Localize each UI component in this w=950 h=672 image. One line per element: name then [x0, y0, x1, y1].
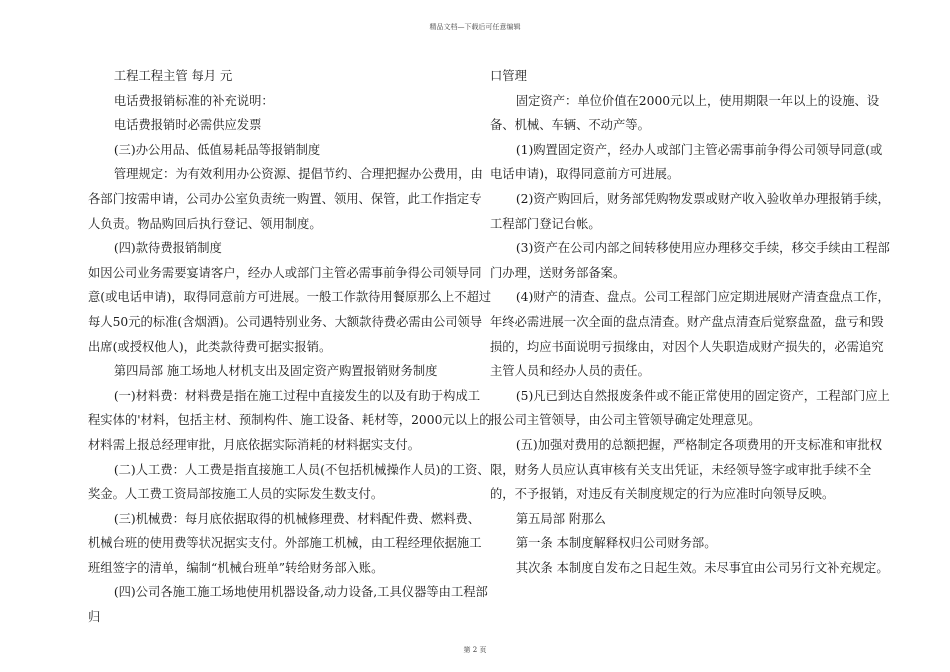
- paragraph: (一)材料费：材料费是指在施工过程中直接发生的以及有助于构成工程实体的'材料，包括主材、预制构件、施工设备、耗材等，2000元以上的材料需上报总经理审批，月底依据实际消耗的材料据实支付。: [88, 388, 492, 452]
- paragraph: 第五局部 附那么: [515, 511, 606, 526]
- paragraph: (3)资产在公司内部之间转移使用应办理移交手续，移交手续由工程部门办理，送财务部备案。: [490, 241, 890, 280]
- paragraph: (四)款待费报销制度: [113, 241, 222, 256]
- paragraph: (二)人工费：人工费是指直接施工人员(不包括机械操作人员)的工资、奖金。人工费工资局部按施工人员的实际发生数支付。: [88, 462, 490, 502]
- paragraph: (四)公司各施工施工场地使用机器设备,动力设备,工具仪器等由工程部归: [88, 585, 488, 625]
- paragraph: (2)资产购回后，财务部凭购物发票或财产收入验收单办理报销手续，工程部门登记台帐。: [490, 191, 890, 231]
- paragraph: 工程工程主管 每月 元: [113, 69, 233, 83]
- paragraph: 口管理: [490, 69, 527, 83]
- paragraph: 电话费报销时必需供应发票: [113, 118, 262, 133]
- paragraph: (三)办公用品、低值易耗品等报销制度: [113, 142, 321, 157]
- paragraph: (1)购置固定资产，经办人或部门主管必需事前争得公司领导同意(或电话申请)，取得同意前方可进展。: [490, 142, 883, 182]
- paragraph: (三)机械费：每月底依据取得的机械修理费、材料配件费、燃料费、机械台班的使用费等状况据实支付。外部施工机械，由工程经理依据施工班组签字的清单，编制“机械台班单”转给财务部入账。: [88, 511, 482, 575]
- right-column: [490, 64, 894, 580]
- paragraph: 第一条 本制度解释权归公司财务部。: [515, 536, 717, 551]
- paragraph: (五)加强对费用的总额把握，严格制定各项费用的开支标准和审批权限，财务人员应认真审核有关支出凭证，未经领导签字或审批手续不全的，不予报销，对违反有关制度规定的行为应准时向领导反映。: [490, 437, 883, 502]
- paragraph: 第四局部 施工场地人材机支出及固定资产购置报销财务制度: [113, 364, 438, 379]
- page-header: 精品文档—下载后可任意编辑: [429, 23, 521, 31]
- page-number: 第 2 页: [463, 646, 487, 654]
- paragraph: 其次条 本制度自发布之日起生效。未尽事宜由公司另行文补充规定。: [515, 560, 889, 575]
- paragraph: (5)凡已到达自然报废条件或不能正常使用的固定资产，工程部门应上报公司主管领导，由公司主管领导确定处理意见。: [490, 388, 890, 428]
- paragraph: 管理规定：为有效利用办公资源、提倡节约、合理把握办公费用，由各部门按需申请，公司办公室负责统一购置、领用、保管，此工作指定专人负责。物品购回后执行登记、领用制度。: [88, 167, 483, 231]
- paragraph: 电话费报销标准的补充说明：: [113, 93, 274, 108]
- left-column: [88, 64, 492, 630]
- paragraph: 如因公司业务需要宴请客户，经办人或部门主管必需事前争得公司领导同意(或电话申请)，取得同意前方可进展。一般工作款待用餐原那么上不超过每人50元的标准(含烟酒)。公司遇特别业务、大额款待费必需由公司领导出席(或授权他人)，此类款待费可据实报销。: [88, 265, 492, 354]
- paragraph: 固定资产：单位价值在2000元以上，使用期限一年以上的设施、设备、机械、车辆、不动产等。: [490, 93, 880, 133]
- paragraph: (4)财产的清查、盘点。公司工程部门应定期进展财产清查盘点工作，年终必需进展一次全面的盘点清查。财产盘点清查后觉察盘盈，盘亏和毁损的，均应书面说明亏损缘由，对因个人失职造成财产损失的，必需追究主管人员和经办人员的责任。: [490, 290, 890, 379]
